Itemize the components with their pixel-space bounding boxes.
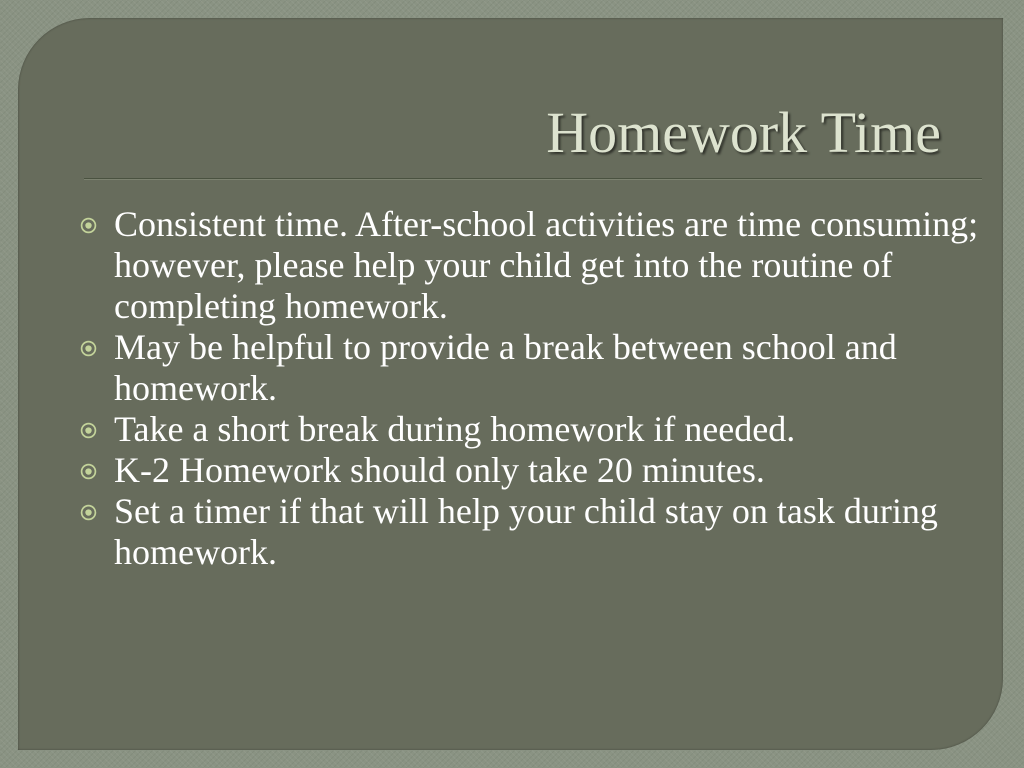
circle-dot-icon <box>80 463 97 480</box>
slide-title: Homework Time <box>546 100 941 165</box>
bullet-item <box>80 327 1000 409</box>
bullet-text: K-2 Homework should only take 20 minutes. <box>114 450 765 490</box>
bullet-text: Consistent time. After-school activities are time consuming; however, please help your child get into the routine of completing homework. <box>114 204 979 326</box>
circle-dot-icon <box>80 217 97 234</box>
bullet-item <box>80 450 1000 491</box>
circle-dot-icon <box>80 340 97 357</box>
title-divider <box>84 178 982 180</box>
bullet-text: Take a short break during homework if needed. <box>114 409 796 449</box>
bullet-list <box>80 204 1000 573</box>
bullet-item <box>80 409 1000 450</box>
slide-panel <box>18 18 1003 750</box>
bullet-item <box>80 204 1000 327</box>
bullet-text: May be helpful to provide a break between school and homework. <box>114 327 897 408</box>
bullet-item <box>80 491 1000 573</box>
circle-dot-icon <box>80 504 97 521</box>
bullet-text: Set a timer if that will help your child stay on task during homework. <box>114 491 938 572</box>
circle-dot-icon <box>80 422 97 439</box>
